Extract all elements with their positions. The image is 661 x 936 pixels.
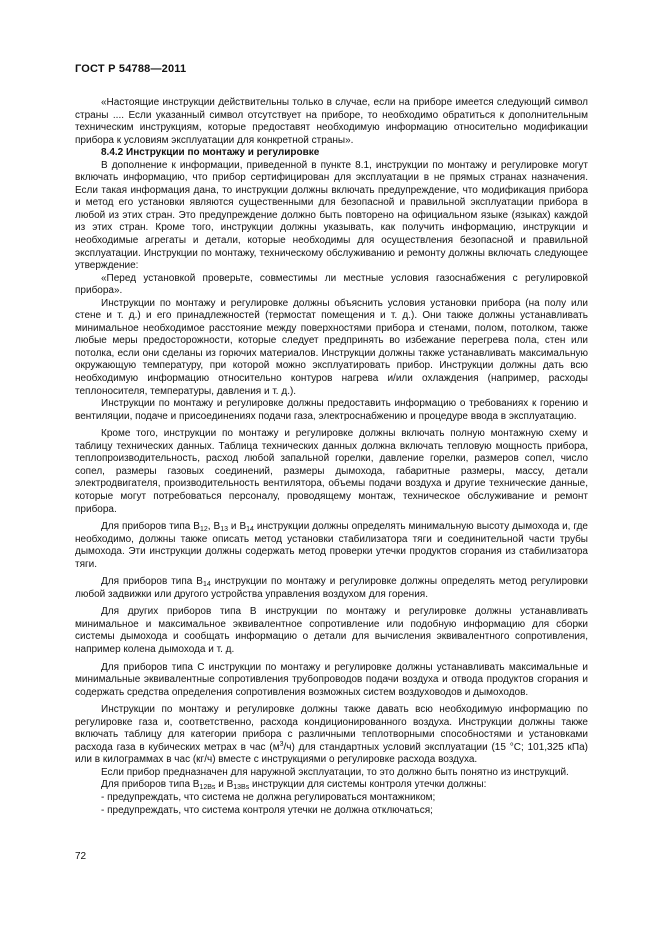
page-number: 72 bbox=[75, 851, 87, 862]
page-content bbox=[75, 97, 588, 817]
paragraph-gas-adjustment: Инструкции по монтажу и регулировке должны также давать всю необходимую информацию по регулировке газа и, соответственно, расхода кондиционированного воздуха. Инструкции должны также включать таблицу для категории прибора с различными теплотворными способностями и установками расхода газа в кубических метрах в час $(м^3/ч)$ для стандартных условий эксплуатации (15 °С; 101,325 кПа) или в килограммах в час (кг/ч) вместе с инструкциями о регулировке расхода воздуха. bbox=[75, 704, 588, 766]
paragraph-combustion-requirements: Инструкции по монтажу и регулировке должны предоставить информацию о требованиях к горению и вентиляции, подаче и присоединениях подачи газа, электроснабжению и процедуре ввода в эксплуатацию. bbox=[75, 398, 588, 422]
paragraph-type-b12-b13-b14: Для приборов типа $В_{12}$, $В_{13}$ и $В_{14}$ инструкции должны определять минимальную высоту дымохода и, где необходимо, должны также описать метод установки стабилизатора тяги и соединительной части трубы дымохода. Эти инструкции должны содержать метод проверки утечки продуктов сгорания из стабилизатора тяги. bbox=[75, 521, 588, 570]
paragraph-installation-conditions: Инструкции по монтажу и регулировке должны объяснить условия установки прибора (на полу или стене и т. д.) и его принадлежностей (термостат помещения и т. д.). Они также должны устанавливать минимальное необходимое расстояние между поверхностями прибора и стенами, полом, потолком, также любые меры предосторожности, которые следует предпринять во избежание перегрева пола, стен или потолка, если они сделаны из горючих материалов. Инструкции должны также устанавливать максимальную окружающую температуру, при которой можно эксплуатировать прибор. Инструкции должны дать всю необходимую информацию относительно контуров нагрева и/или охлаждения (например, расходы теплоносителя, температуры, давления и т. д.). bbox=[75, 297, 588, 397]
paragraph-outdoor-use: Если прибор предназначен для наружной эксплуатации, то это должно быть понятно из инструкций. bbox=[101, 766, 569, 778]
paragraph-installation-quote: «Перед установкой проверьте, совместимы ли местные условия газоснабжения с регулировкой прибора». bbox=[75, 272, 588, 297]
paragraph-other-type-b: Для других приборов типа В инструкции по монтажу и регулировке должны устанавливать минимальное и максимальное эквивалентное сопротивление или подобную информацию для сборки системы дымохода и сообщать информацию о детали для вычисления эквивалентного сопротивления, например колена дымохода и т. д. bbox=[75, 606, 588, 655]
paragraph-type-b12bs-b13bs: Для приборов типа $В_{12Bs}$ и $В_{13Bs}$ инструкции для системы контроля утечки должны: bbox=[101, 779, 487, 792]
paragraph-type-c: Для приборов типа С инструкции по монтажу и регулировке должны устанавливать максимальные и минимальные эквивалентные сопротивления трубопроводов подачи воздуха и отвода продуктов сгорания и содержать средства определения сопротивления возможных систем воздуховодов и дымоходов. bbox=[75, 661, 588, 698]
list-item-no-disable: - предупреждать, что система контроля утечки не должна отключаться; bbox=[101, 804, 433, 816]
document-header: ГОСТ Р 54788—2011 bbox=[75, 63, 187, 75]
section-heading-8-4-2: 8.4.2 Инструкции по монтажу и регулировке bbox=[101, 147, 320, 159]
paragraph-symbol-notice: «Настоящие инструкции действительны только в случае, если на приборе имеется следующий символ страны .... Если указанный символ отсутствует на приборе, то необходимо обратиться к дополнительным техническим инструкциям, которые предоставят необходимую информацию относительно модификации прибора к условиям эксплуатации для конкретной страны». bbox=[75, 97, 588, 146]
paragraph-country-instructions: В дополнение к информации, приведенной в пункте 8.1, инструкции по монтажу и регулировке могут включать информацию, что прибор сертифицирован для эксплуатации в не прямых странах назначения. Если такая информация дана, то инструкции должны включать предупреждение, что модификация прибора и метод его установки являются существенными для безопасной и правильной эксплуатации прибора в любой из этих стран. Это предупреждение должно быть повторено на официальном языке (языках) каждой из этих стран. Кроме того, инструкции должны указывать, как получить информацию, инструкции и необходимые агрегаты и детали, которые необходимы для осуществления безопасной и правильной эксплуатации. Инструкции по монтажу, техническому обслуживанию и ремонту должны включать следующее утверждение: bbox=[75, 159, 588, 272]
list-item-no-adjustment: - предупреждать, что система не должна регулироваться монтажником; bbox=[101, 791, 436, 803]
paragraph-type-b14: Для приборов типа $В_{14}$ инструкции по монтажу и регулировке должны определять метод регулировки любой задвижки или другого устройства управления воздухом для горения. bbox=[75, 576, 588, 600]
paragraph-technical-data: Кроме того, инструкции по монтажу и регулировке должны включать полную монтажную схему и таблицу технических данных. Таблица технических данных должна включать тепловую мощность прибора, теплопроизводительность, расход любой запальной горелки, давление горелки, размеров сопел, число сопел, размеры газовых соединений, размеры дымохода, габаритные размеры, массу, детали электродвигателя, производительность вентилятора, объемы подачи воздуха и другие технические данные, которые могут потребоваться персоналу, проводящему монтаж, техническое обслуживание и ремонт прибора. bbox=[75, 428, 588, 515]
